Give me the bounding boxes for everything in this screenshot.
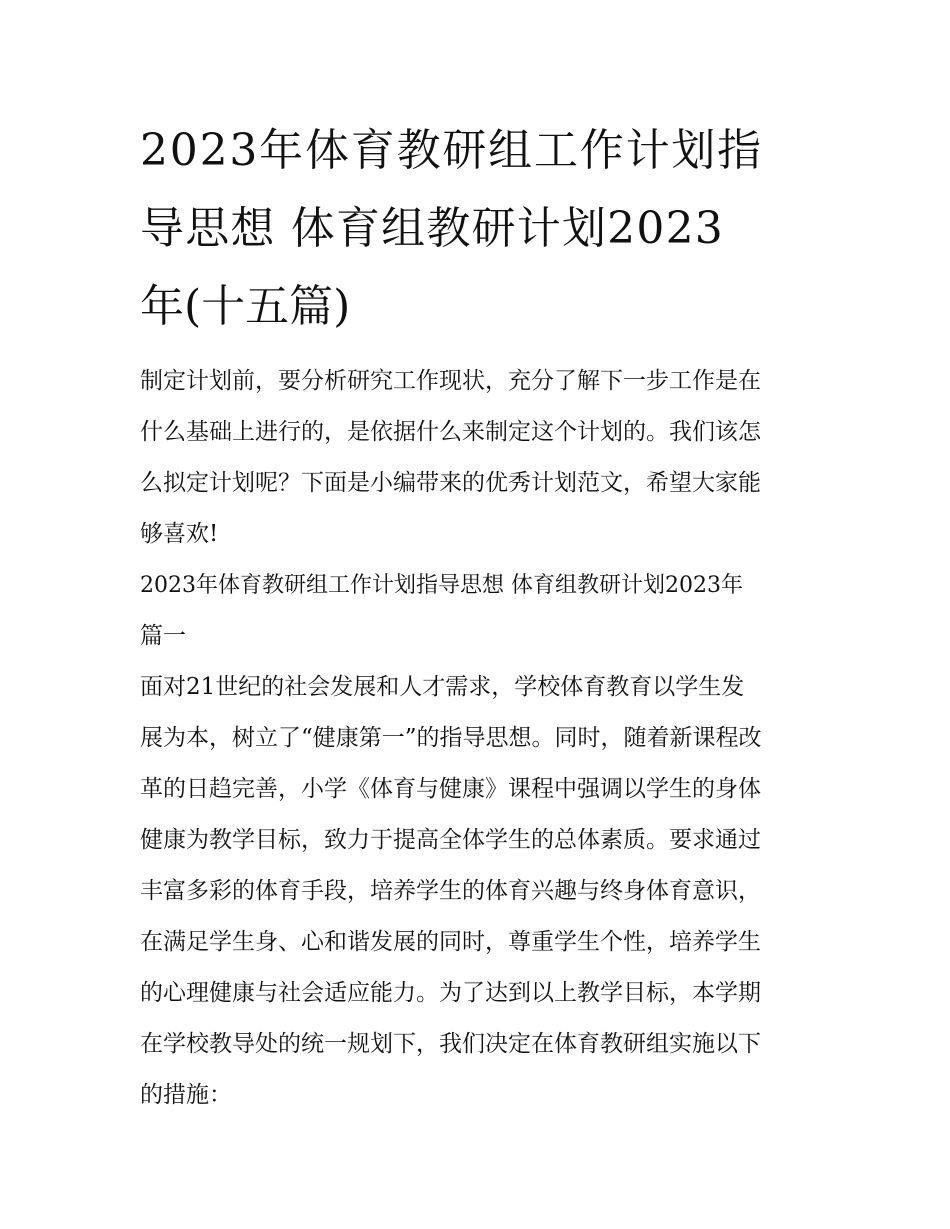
intro-paragraph [140,356,815,560]
body-line: 展为本，树立了“健康第一”的指导思想。同时，随着新课程改 [140,725,762,751]
intro-line: 么拟定计划呢？下面是小编带来的优秀计划范文，希望大家能 [140,470,761,496]
body-line: 在满足学生身、心和谐发展的同时，尊重学生个性，培养学生 [140,929,761,955]
body-paragraph [140,662,815,1121]
title-line: 年(十五篇) [140,281,351,332]
intro-line: 够喜欢! [140,521,219,547]
body-line: 的措施： [140,1082,232,1108]
body-line: 面对21世纪的社会发展和人才需求，学校体育教育以学生发 [140,674,745,700]
document-body [140,356,815,1121]
document-page [140,112,815,1121]
body-line: 革的日趋完善，小学《体育与健康》课程中强调以学生的身体 [140,776,761,802]
body-line: 的心理健康与社会适应能力。为了达到以上教学目标，本学期 [140,980,761,1006]
section-heading [140,560,815,662]
title-line: 导思想 体育组教研计划2023 [140,203,724,254]
document-title [140,112,815,346]
body-line: 健康为教学目标，致力于提高全体学生的总体素质。要求通过 [140,827,761,853]
intro-line: 什么基础上进行的，是依据什么来制定这个计划的。我们该怎 [140,419,761,445]
body-line: 丰富多彩的体育手段，培养学生的体育兴趣与终身体育意识， [140,878,761,904]
title-line: 2023年体育教研组工作计划指 [140,125,763,176]
body-line: 在学校教导处的统一规划下，我们决定在体育教研组实施以下 [140,1031,761,1057]
intro-line: 制定计划前，要分析研究工作现状，充分了解下一步工作是在 [140,368,761,394]
section-heading-line: 篇一 [140,623,186,649]
section-heading-line: 2023年体育教研组工作计划指导思想 体育组教研计划2023年 [140,573,743,598]
